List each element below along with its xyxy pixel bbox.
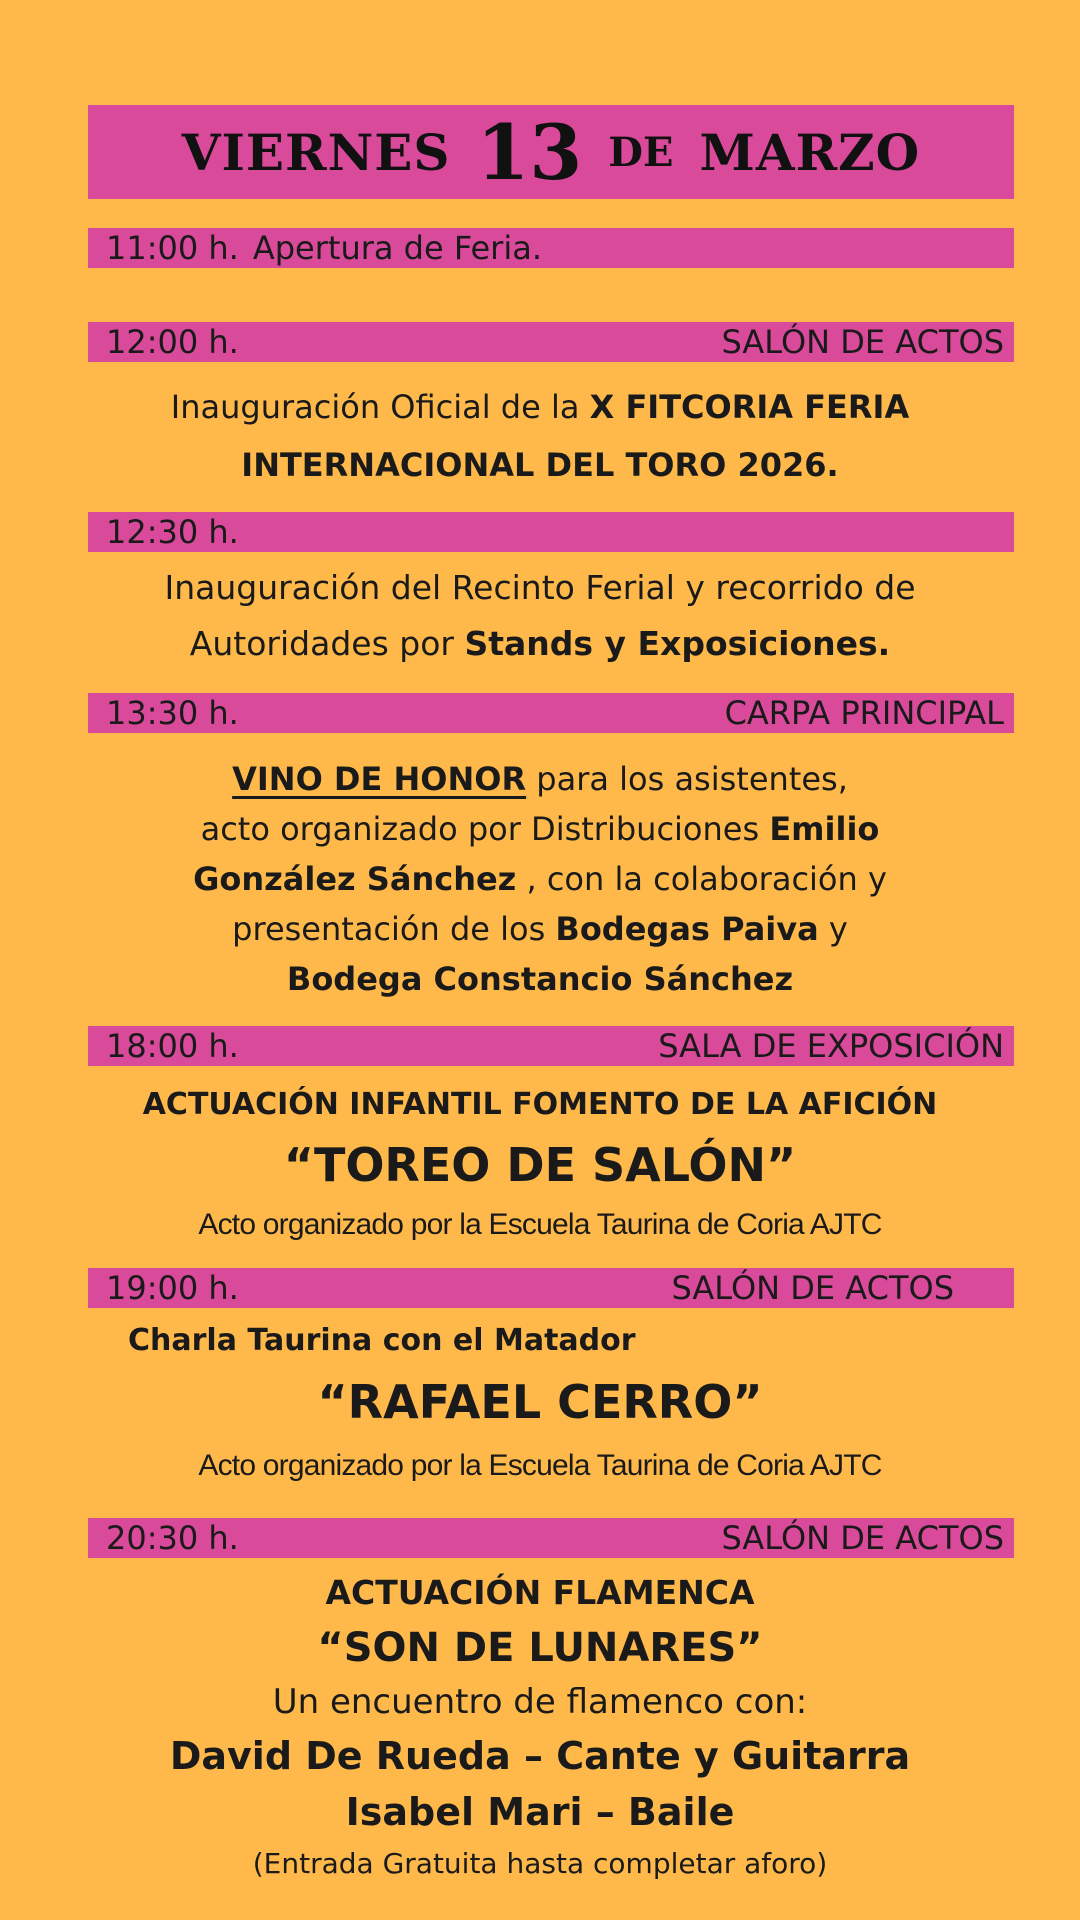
event-time: 19:00 h. <box>106 1269 239 1307</box>
event-text-bold: X FITCORIA FERIA <box>589 388 910 426</box>
header-date: 13 <box>476 107 583 197</box>
event-bar-1100 <box>88 228 1014 268</box>
event-time: 12:30 h. <box>106 513 239 551</box>
event-bar-2030 <box>88 1518 1014 1558</box>
date-header <box>88 105 1014 199</box>
event-bar-1200 <box>88 322 1014 362</box>
event-text: Inauguración del Recinto Ferial y recorrido de <box>164 568 916 607</box>
event-bar-1800 <box>88 1026 1014 1066</box>
event-1800-details <box>60 1080 1020 1250</box>
event-title: “TOREO DE SALÓN” <box>283 1138 797 1192</box>
event-text-bold: Charla Taurina con el Matador <box>128 1323 636 1358</box>
event-title: “RAFAEL CERRO” <box>317 1375 763 1429</box>
event-time: 12:00 h. <box>106 323 239 361</box>
event-text-bold: González Sánchez <box>193 860 517 898</box>
event-performer: David De Rueda – Cante y Guitarra <box>169 1734 911 1778</box>
event-2030-details <box>60 1566 1020 1888</box>
event-text-bold: ACTUACIÓN INFANTIL FOMENTO DE LA AFICIÓN <box>142 1087 938 1122</box>
event-text: y <box>818 910 848 948</box>
event-1230-details <box>60 560 1020 672</box>
event-place: SALÓN DE ACTOS <box>721 1519 1004 1557</box>
event-text-bold: Bodegas Paiva <box>555 910 819 948</box>
event-note: Acto organizado por la Escuela Taurina de Coria AJTC <box>198 1208 882 1241</box>
event-time: 13:30 h. <box>106 694 239 732</box>
event-description: Apertura de Feria. <box>252 229 542 267</box>
event-text: presentación de los <box>232 910 556 948</box>
event-text: Autoridades por <box>189 624 465 663</box>
header-day: VIERNES <box>181 122 451 182</box>
event-time: 18:00 h. <box>106 1027 239 1065</box>
event-title: “SON DE LUNARES” <box>317 1625 763 1671</box>
event-time: 20:30 h. <box>106 1519 239 1557</box>
header-de: DE <box>608 128 674 176</box>
event-place: CARPA PRINCIPAL <box>724 694 1004 732</box>
event-text-bold: VINO DE HONOR <box>232 760 527 798</box>
event-text-bold: Bodega Constancio Sánchez <box>286 960 794 998</box>
event-text-bold: ACTUACIÓN FLAMENCA <box>325 1573 755 1612</box>
event-bar-1330 <box>88 693 1014 733</box>
event-bar-1900 <box>88 1268 1014 1308</box>
event-note: Acto organizado por la Escuela Taurina de Coria AJTC <box>198 1449 882 1482</box>
event-text: acto organizado por <box>200 810 532 848</box>
event-1330-details <box>60 754 1020 1004</box>
event-place: SALÓN DE ACTOS <box>721 323 1004 361</box>
event-text-bold: INTERNACIONAL DEL TORO 2026. <box>241 446 839 484</box>
event-text: , con la colaboración y <box>516 860 887 898</box>
event-text-bold: Emilio <box>769 810 880 848</box>
event-text: Un encuentro de flamenco con: <box>272 1682 808 1722</box>
event-place: SALÓN DE ACTOS <box>671 1269 954 1307</box>
event-place: SALA DE EXPOSICIÓN <box>658 1027 1004 1065</box>
event-text: Inauguración Oficial de la <box>170 388 590 426</box>
header-month: MARZO <box>699 122 921 182</box>
event-performer: Isabel Mari – Baile <box>345 1790 735 1834</box>
event-bar-1230 <box>88 512 1014 552</box>
event-time: 11:00 h. <box>106 229 239 267</box>
event-1900-details <box>60 1316 1020 1494</box>
event-note: (Entrada Gratuita hasta completar aforo) <box>252 1847 828 1880</box>
event-1200-details <box>60 378 1020 494</box>
event-text-bold: Stands y Exposiciones. <box>464 624 891 663</box>
event-text: para los asistentes, <box>526 760 848 798</box>
event-text: Distribuciones <box>531 810 770 848</box>
